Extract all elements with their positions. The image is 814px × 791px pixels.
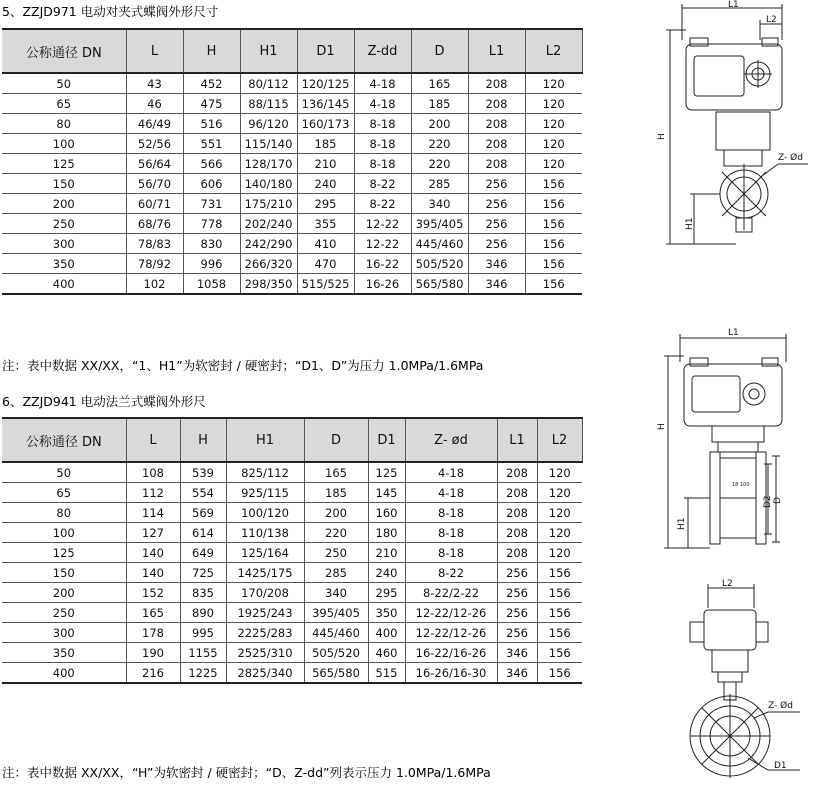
table-cell: 140 (126, 563, 180, 583)
table-cell: 890 (180, 603, 226, 623)
table-cell: 156 (525, 274, 582, 295)
table-cell: 551 (183, 134, 240, 154)
table-cell: 46/49 (126, 114, 183, 134)
table-cell: 8-18 (354, 134, 411, 154)
table5-header-cell: H (183, 29, 240, 73)
table-cell: 160 (368, 503, 405, 523)
table-cell: 725 (180, 563, 226, 583)
table-cell: 649 (180, 543, 226, 563)
table-cell: 108 (126, 462, 180, 483)
wafer-l1-label: L1 (728, 0, 739, 10)
table-cell: 395/405 (411, 214, 468, 234)
table-cell: 505/520 (411, 254, 468, 274)
table-cell: 346 (468, 254, 525, 274)
table6-header-row (2, 418, 582, 462)
table-cell: 240 (368, 563, 405, 583)
table-cell: 4-18 (405, 462, 497, 483)
table-cell: 160/173 (297, 114, 354, 134)
table-cell: 140 (126, 543, 180, 563)
table-cell: 80 (2, 114, 126, 134)
table-cell: 100 (2, 523, 126, 543)
table-row (2, 254, 582, 274)
table-cell: 250 (2, 603, 126, 623)
table-cell: 554 (180, 483, 226, 503)
table-row (2, 174, 582, 194)
table-cell: 156 (525, 254, 582, 274)
table-cell: 208 (497, 523, 537, 543)
table-cell: 78/83 (126, 234, 183, 254)
table-cell: 120 (525, 154, 582, 174)
table-cell: 475 (183, 94, 240, 114)
table-cell: 165 (126, 603, 180, 623)
table-cell: 165 (304, 462, 368, 483)
table-cell: 515/525 (297, 274, 354, 295)
table6-header-cell: D (304, 418, 368, 462)
table-cell: 445/460 (411, 234, 468, 254)
table-cell: 566 (183, 154, 240, 174)
front-l2-label: L2 (722, 579, 733, 589)
table-cell: 170/208 (226, 583, 304, 603)
table-cell: 835 (180, 583, 226, 603)
flanged-d-label: D (773, 497, 783, 504)
table-cell: 12-22/12-26 (405, 623, 497, 643)
table-cell: 156 (525, 194, 582, 214)
table-cell: 80 (2, 503, 126, 523)
table-cell: 516 (183, 114, 240, 134)
table-cell: 2525/310 (226, 643, 304, 663)
table-cell: 52/56 (126, 134, 183, 154)
table-cell: 285 (411, 174, 468, 194)
table-row (2, 523, 582, 543)
table-cell: 156 (537, 603, 582, 623)
table-row (2, 234, 582, 254)
table-cell: 256 (468, 194, 525, 214)
table-cell: 460 (368, 643, 405, 663)
table-cell: 220 (411, 134, 468, 154)
table-cell: 120/125 (297, 73, 354, 94)
table-cell: 400 (368, 623, 405, 643)
table-cell: 210 (297, 154, 354, 174)
table-cell: 208 (497, 483, 537, 503)
table-cell: 285 (304, 563, 368, 583)
table-row (2, 583, 582, 603)
table-cell: 208 (468, 154, 525, 174)
table-cell: 12-22 (354, 234, 411, 254)
table-cell: 731 (183, 194, 240, 214)
table-cell: 350 (368, 603, 405, 623)
table-cell: 8-22 (405, 563, 497, 583)
table-cell: 8-22 (354, 194, 411, 214)
table-cell: 1925/243 (226, 603, 304, 623)
table-cell: 8-18 (405, 543, 497, 563)
table-cell: 4-18 (405, 483, 497, 503)
table-cell: 200 (2, 194, 126, 214)
table5-header-cell: 公称通径 DN (2, 29, 126, 73)
table-cell: 208 (468, 94, 525, 114)
table-cell: 350 (2, 643, 126, 663)
table-cell: 346 (497, 643, 537, 663)
table-cell: 202/240 (240, 214, 297, 234)
table-cell: 120 (537, 523, 582, 543)
table5-header-cell: D (411, 29, 468, 73)
table-cell: 100 (2, 134, 126, 154)
table-cell: 295 (297, 194, 354, 214)
table6-header-cell: 公称通径 DN (2, 418, 126, 462)
table-cell: 120 (525, 73, 582, 94)
table-cell: 175/210 (240, 194, 297, 214)
table-cell: 346 (497, 663, 537, 684)
table5-header-cell: D1 (297, 29, 354, 73)
table5 (2, 28, 583, 295)
table-cell: 150 (2, 563, 126, 583)
table-cell: 156 (525, 214, 582, 234)
table-cell: 190 (126, 643, 180, 663)
table6-header-cell: H (180, 418, 226, 462)
table-cell: 208 (497, 503, 537, 523)
table5-header-cell: L2 (525, 29, 582, 73)
table-cell: 355 (297, 214, 354, 234)
table-row (2, 563, 582, 583)
table-cell: 539 (180, 462, 226, 483)
table-cell: 925/115 (226, 483, 304, 503)
table-cell: 125 (368, 462, 405, 483)
table-cell: 606 (183, 174, 240, 194)
table5-header-cell: H1 (240, 29, 297, 73)
table-cell: 8-18 (354, 154, 411, 174)
flanged-d2-label: D2 (763, 495, 773, 508)
wafer-zd-label: Z- Ød (778, 153, 803, 163)
table-cell: 165 (411, 73, 468, 94)
table-cell: 88/115 (240, 94, 297, 114)
table-cell: 156 (537, 623, 582, 643)
table-cell: 300 (2, 234, 126, 254)
table-cell: 16-22 (354, 254, 411, 274)
table-cell: 156 (537, 583, 582, 603)
table-cell: 46 (126, 94, 183, 114)
table-cell: 2225/283 (226, 623, 304, 643)
table-cell: 136/145 (297, 94, 354, 114)
flanged-l1-label: L1 (728, 328, 739, 338)
wafer-l2-label: L2 (766, 15, 777, 25)
table-cell: 178 (126, 623, 180, 643)
table5-header-cell: L1 (468, 29, 525, 73)
table-cell: 256 (468, 214, 525, 234)
table-row (2, 194, 582, 214)
table-cell: 256 (497, 563, 537, 583)
table-cell: 16-22/16-26 (405, 643, 497, 663)
flanged-center-mark: 18 100 (732, 482, 750, 488)
table-cell: 150 (2, 174, 126, 194)
table-cell: 156 (537, 643, 582, 663)
table-cell: 156 (525, 234, 582, 254)
table-cell: 200 (411, 114, 468, 134)
table-cell: 120 (537, 462, 582, 483)
table-cell: 569 (180, 503, 226, 523)
table-row (2, 483, 582, 503)
table-cell: 12-22 (354, 214, 411, 234)
table-row (2, 154, 582, 174)
table-cell: 125 (2, 154, 126, 174)
table-cell: 400 (2, 663, 126, 684)
table-row (2, 663, 582, 684)
table-cell: 120 (525, 114, 582, 134)
table-cell: 8-18 (405, 523, 497, 543)
table-cell: 80/112 (240, 73, 297, 94)
table-cell: 565/580 (411, 274, 468, 295)
table6-header-cell: L (126, 418, 180, 462)
table-cell: 445/460 (304, 623, 368, 643)
table-cell: 395/405 (304, 603, 368, 623)
table-cell: 256 (497, 623, 537, 643)
table-cell: 1058 (183, 274, 240, 295)
table-cell: 8-22/2-22 (405, 583, 497, 603)
table5-header-row (2, 29, 582, 73)
table-cell: 220 (304, 523, 368, 543)
table6-header-cell: H1 (226, 418, 304, 462)
front-zd-label: Z- Ød (768, 701, 793, 711)
table-cell: 266/320 (240, 254, 297, 274)
table-cell: 200 (304, 503, 368, 523)
table-cell: 208 (468, 73, 525, 94)
table-cell: 56/70 (126, 174, 183, 194)
table-cell: 298/350 (240, 274, 297, 295)
table6 (2, 417, 583, 684)
flanged-h-label: H (657, 423, 667, 430)
table-row (2, 73, 582, 94)
table6-header-cell: L2 (537, 418, 582, 462)
table-cell: 140/180 (240, 174, 297, 194)
table-cell: 200 (2, 583, 126, 603)
table-cell: 256 (468, 174, 525, 194)
table-cell: 996 (183, 254, 240, 274)
table-cell: 830 (183, 234, 240, 254)
table-cell: 208 (468, 114, 525, 134)
table-row (2, 94, 582, 114)
table-cell: 350 (2, 254, 126, 274)
table-cell: 112 (126, 483, 180, 503)
table-cell: 208 (468, 134, 525, 154)
table-cell: 65 (2, 94, 126, 114)
table5-header-cell: L (126, 29, 183, 73)
flanged-valve-drawing (650, 322, 810, 562)
table-cell: 12-22/12-26 (405, 603, 497, 623)
table-cell: 120 (537, 503, 582, 523)
table-cell: 452 (183, 73, 240, 94)
table-cell: 1225 (180, 663, 226, 684)
table-cell: 110/138 (226, 523, 304, 543)
table-cell: 125/164 (226, 543, 304, 563)
table-cell: 340 (411, 194, 468, 214)
table-cell: 216 (126, 663, 180, 684)
table-cell: 60/71 (126, 194, 183, 214)
table-cell: 8-22 (354, 174, 411, 194)
table-cell: 120 (525, 134, 582, 154)
table-cell: 56/64 (126, 154, 183, 174)
table-cell: 114 (126, 503, 180, 523)
flanged-h1-label: H1 (677, 517, 687, 530)
table-row (2, 503, 582, 523)
table-cell: 43 (126, 73, 183, 94)
table6-header-cell: Z- ød (405, 418, 497, 462)
table-row (2, 603, 582, 623)
table-cell: 505/520 (304, 643, 368, 663)
front-d1-label: D1 (774, 761, 787, 771)
table-row (2, 114, 582, 134)
table-cell: 115/140 (240, 134, 297, 154)
table-cell: 145 (368, 483, 405, 503)
wafer-h1-label: H1 (685, 217, 695, 230)
table-cell: 78/92 (126, 254, 183, 274)
table-cell: 8-18 (354, 114, 411, 134)
table-cell: 65 (2, 483, 126, 503)
table-cell: 208 (497, 462, 537, 483)
table-cell: 515 (368, 663, 405, 684)
table-cell: 825/112 (226, 462, 304, 483)
table-cell: 185 (297, 134, 354, 154)
flanged-valve-front-drawing (650, 578, 810, 788)
table-cell: 127 (126, 523, 180, 543)
table-cell: 152 (126, 583, 180, 603)
table-cell: 995 (180, 623, 226, 643)
table-cell: 156 (537, 563, 582, 583)
table-row (2, 134, 582, 154)
table-cell: 240 (297, 174, 354, 194)
wafer-h-label: H (657, 133, 667, 140)
table-cell: 16-26/16-30 (405, 663, 497, 684)
table-cell: 340 (304, 583, 368, 603)
table-cell: 250 (304, 543, 368, 563)
table-row (2, 543, 582, 563)
table-cell: 16-26 (354, 274, 411, 295)
table-row (2, 643, 582, 663)
table-cell: 4-18 (354, 73, 411, 94)
table-cell: 180 (368, 523, 405, 543)
table-cell: 185 (304, 483, 368, 503)
wafer-valve-drawing (650, 0, 810, 260)
table-cell: 120 (537, 483, 582, 503)
table-cell: 300 (2, 623, 126, 643)
table6-header-cell: L1 (497, 418, 537, 462)
table-row (2, 462, 582, 483)
table6-header-cell: D1 (368, 418, 405, 462)
table-cell: 100/120 (226, 503, 304, 523)
table-cell: 400 (2, 274, 126, 295)
table-cell: 778 (183, 214, 240, 234)
table-cell: 120 (525, 94, 582, 114)
table5-header-cell: Z-dd (354, 29, 411, 73)
table-row (2, 214, 582, 234)
table-cell: 1155 (180, 643, 226, 663)
table-row (2, 274, 582, 295)
table-cell: 256 (497, 603, 537, 623)
table-cell: 614 (180, 523, 226, 543)
table-cell: 565/580 (304, 663, 368, 684)
table-row (2, 623, 582, 643)
table-cell: 156 (525, 174, 582, 194)
table-cell: 220 (411, 154, 468, 174)
table-cell: 1425/175 (226, 563, 304, 583)
table-cell: 256 (468, 234, 525, 254)
table-cell: 96/120 (240, 114, 297, 134)
table5-note: 注：表中数据 XX/XX，“1、H1”为软密封 / 硬密封；“D1、D”为压力 1.0MPa/1.6MPa (2, 358, 484, 373)
table5-title: 5、ZZJD971 电动对夹式蝶阀外形尺寸 (2, 4, 219, 19)
table-cell: 295 (368, 583, 405, 603)
table-cell: 8-18 (405, 503, 497, 523)
table-cell: 210 (368, 543, 405, 563)
table-cell: 208 (497, 543, 537, 563)
table-cell: 102 (126, 274, 183, 295)
table-cell: 346 (468, 274, 525, 295)
table-cell: 156 (537, 663, 582, 684)
table-cell: 470 (297, 254, 354, 274)
table-cell: 410 (297, 234, 354, 254)
table-cell: 185 (411, 94, 468, 114)
table6-title: 6、ZZJD941 电动法兰式蝶阀外形尺 (2, 394, 206, 409)
table-cell: 68/76 (126, 214, 183, 234)
table-cell: 242/290 (240, 234, 297, 254)
table-cell: 125 (2, 543, 126, 563)
table-cell: 120 (537, 543, 582, 563)
table-cell: 50 (2, 73, 126, 94)
table-cell: 250 (2, 214, 126, 234)
table-cell: 2825/340 (226, 663, 304, 684)
table-cell: 256 (497, 583, 537, 603)
table-cell: 50 (2, 462, 126, 483)
table-cell: 4-18 (354, 94, 411, 114)
table-cell: 128/170 (240, 154, 297, 174)
table6-note: 注：表中数据 XX/XX，“H”为软密封 / 硬密封；“D、Z-dd”列表示压力 1.0MPa/1.6MPa (2, 765, 491, 780)
